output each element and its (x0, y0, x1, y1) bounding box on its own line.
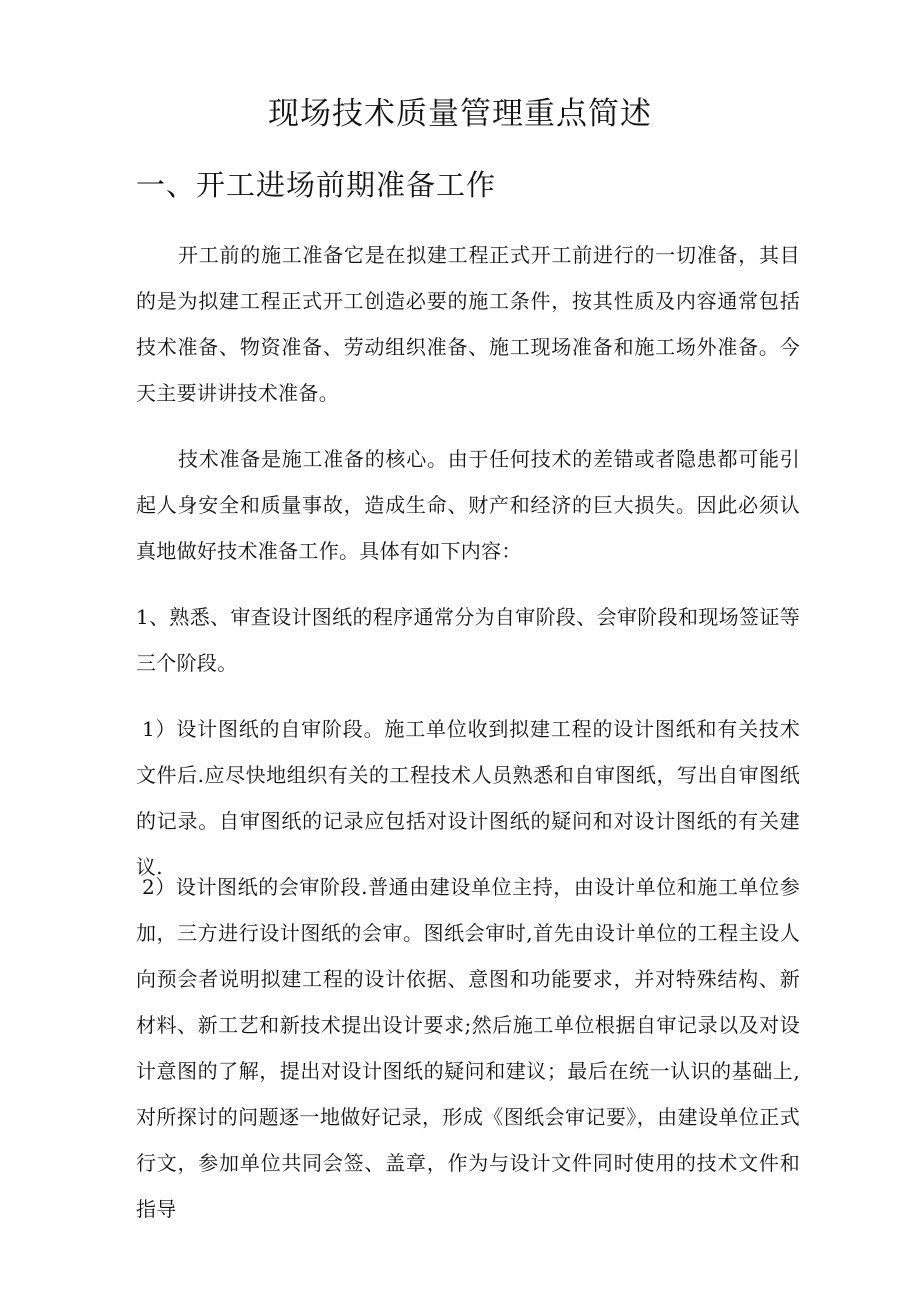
paragraph-joint-review-stage: 2）设计图纸的会审阶段.普通由建设单位主持，由设计单位和施工单位参加，三方进行设计图纸的会审。图纸会审时,首先由设计单位的工程主设人向预会者说明拟建工程的设计依据、意图和功能要求，并对特殊结构、新材料、新工艺和新技术提出设计要求;然后施工单位根据自审记录以及对设计意图的了解，提出对设计图纸的疑问和建议；最后在统一认识的基础上,对所探讨的问题逐一地做好记录，形成《图纸会审记要》，由建设单位正式行文，参加单位共同会签、盖章，作为与设计文件同时使用的技术文件和指导 (136, 875, 800, 1221)
paragraph-technical-preparation: 技术准备是施工准备的核心。由于任何技术的差错或者隐患都可能引起人身安全和质量事故，造成生命、财产和经济的巨大损失。因此必须认真地做好技术准备工作。具体有如下内容： (136, 447, 800, 563)
paragraph-construction-preparation: 开工前的施工准备它是在拟建工程正式开工前进行的一切准备，其目的是为拟建工程正式开工创造必要的施工条件，按其性质及内容通常包括技术准备、物资准备、劳动组织准备、施工现场准备和施工场外准备。今天主要讲讲技术准备。 (136, 243, 800, 405)
document-title: 现场技术质量管理重点简述 (268, 96, 652, 132)
section-heading: 一、开工进场前期准备工作 (136, 168, 497, 202)
paragraph-drawing-review-stages: 1、熟悉、审查设计图纸的程序通常分为自审阶段、会审阶段和现场签证等三个阶段。 (136, 605, 800, 675)
paragraph-self-review-stage: 1）设计图纸的自审阶段。施工单位收到拟建工程的设计图纸和有关技术文件后.应尽快地组织有关的工程技术人员熟悉和自审图纸，写出自审图纸的记录。自审图纸的记录应包括对设计图纸的疑问和对设计图纸的有关建议. (136, 717, 800, 879)
